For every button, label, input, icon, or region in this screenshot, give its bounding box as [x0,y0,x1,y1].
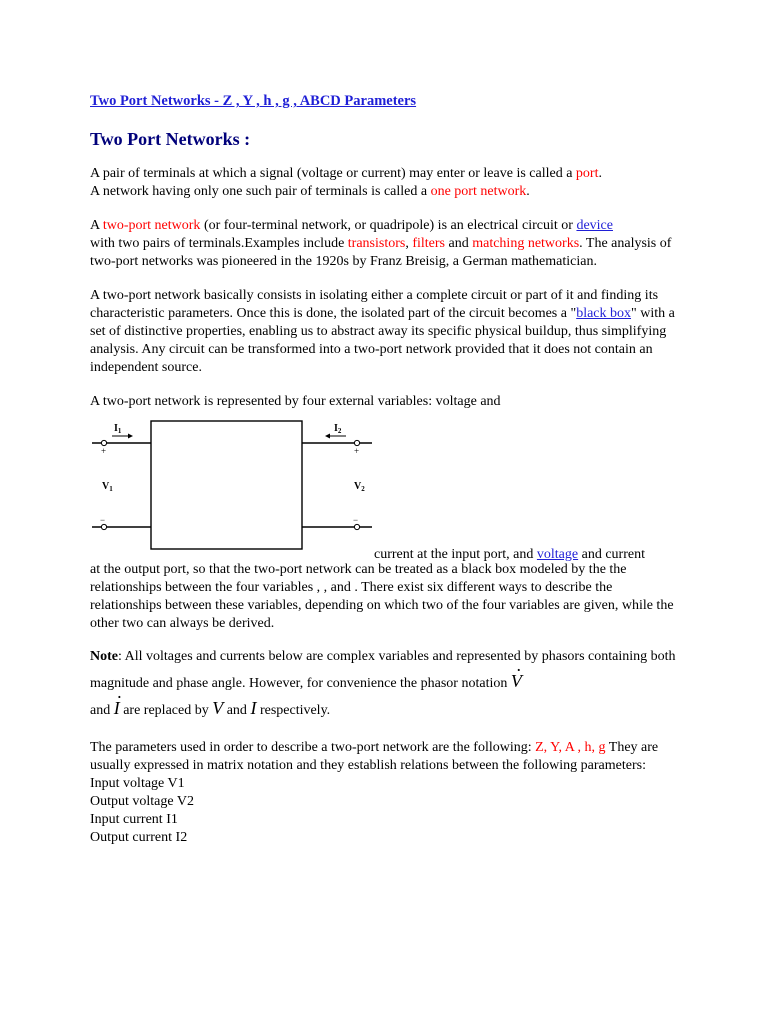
diagram-row [90,417,680,561]
text: , [405,236,413,251]
link-device[interactable]: device [576,218,613,233]
section-title: Two Port Networks : [90,129,251,149]
two-port-network-diagram [90,417,380,557]
term-two-port-network: two-port network [102,218,201,233]
note-label: Note [90,649,118,664]
paragraph-variables-relations: at the output port, so that the two-port network can be treated as a black box modeled by the the relationships between the four variables , , and . There exist six different ways to describe the relationships between these variables, depending on which two of the four variables are given, while the other two can always be derived. [90,562,674,631]
term-one-port-network: one port network [430,184,527,199]
paragraph-two-port-definition [90,217,680,271]
text: . [598,166,602,181]
label-plus-left: + [101,446,107,456]
symbol-i-dot: · I [114,696,120,720]
symbol-i: I [250,698,257,718]
term-port: port [575,166,599,181]
text: . The analysis of two-port networks was pioneered in the 1920s by Franz Breisig, a German mathematician. [90,236,672,269]
paragraph-note [90,645,680,723]
text: (or four-terminal network, or quadripole) is an electrical circuit or [200,218,577,233]
term-parameter-list: Z, Y, A , h, g [535,740,606,755]
text: and [445,236,473,251]
output-top-terminal [354,440,359,445]
input-top-terminal [101,440,106,445]
text: : All voltages and currents below are complex variables and represented by phasors containing both magnitude and phase angle. However, for convenience the phasor notation [90,649,676,691]
link-black-box[interactable]: black box [576,306,632,321]
label-minus-right: − [353,515,359,525]
label-minus-left: − [100,515,106,525]
article-content [90,92,680,863]
output-bottom-terminal [354,524,359,529]
input-bottom-terminal [101,524,106,529]
diagram-caption-line [374,546,645,564]
paragraph-black-box [90,287,680,377]
text: and [90,703,114,718]
list-item-output-current: Output current I2 [90,830,188,845]
label-v1: $V_1$ [102,481,113,493]
text: . [526,184,530,199]
label-plus-right: + [354,446,360,456]
text: The parameters used in order to describe a two-port network are the following: [90,740,536,755]
term-matching-networks: matching networks [472,236,580,251]
link-voltage[interactable]: voltage [536,547,579,562]
paragraph-variables-intro: A two-port network is represented by four external variables: voltage and [90,394,501,409]
label-i2: $I_2$ [334,423,342,435]
paragraph-port-definition [90,165,680,201]
text: current at the input port, and [374,547,537,562]
text: A [90,218,103,233]
arrow-right-icon [128,434,133,439]
text: A network having only one such pair of terminals is called a [90,184,431,199]
term-transistors: transistors [347,236,406,251]
text: respectively. [256,703,331,718]
text: They are usually expressed in matrix notation and they establish relations between the following parameters: [90,740,659,773]
text: with two pairs of terminals.Examples include [90,236,348,251]
list-item-input-current: Input current I1 [90,812,178,827]
text: and [223,703,251,718]
text: " with a set of distinctive properties, enabling us to abstract away its specific physical buildup, thus simplifying analysis. Any circuit can be transformed into a two-port network provided that it does not contain an independent source. [90,306,675,375]
text: A pair of terminals at which a signal (voltage or current) may enter or leave is called a [90,166,576,181]
list-item-output-voltage: Output voltage V2 [90,794,194,809]
label-i1: $I_1$ [114,423,122,435]
text: A two-port network basically consists in isolating either a complete circuit or part of it and finding its characteristic parameters. Once this is done, the isolated part of the circuit becomes a " [90,288,659,321]
paragraph-parameters [90,739,680,847]
symbol-v-dot: · V [511,669,522,693]
label-v2: $V_2$ [354,481,365,493]
text: and current [578,547,645,562]
article-title-link[interactable]: Two Port Networks - Z , Y , h , g , ABCD Parameters [90,93,417,109]
term-filters: filters [412,236,445,251]
symbol-v: V [212,698,224,718]
text: are replaced by [119,703,213,718]
arrow-left-icon [325,434,330,439]
list-item-input-voltage: Input voltage V1 [90,776,185,791]
black-box [151,421,302,549]
